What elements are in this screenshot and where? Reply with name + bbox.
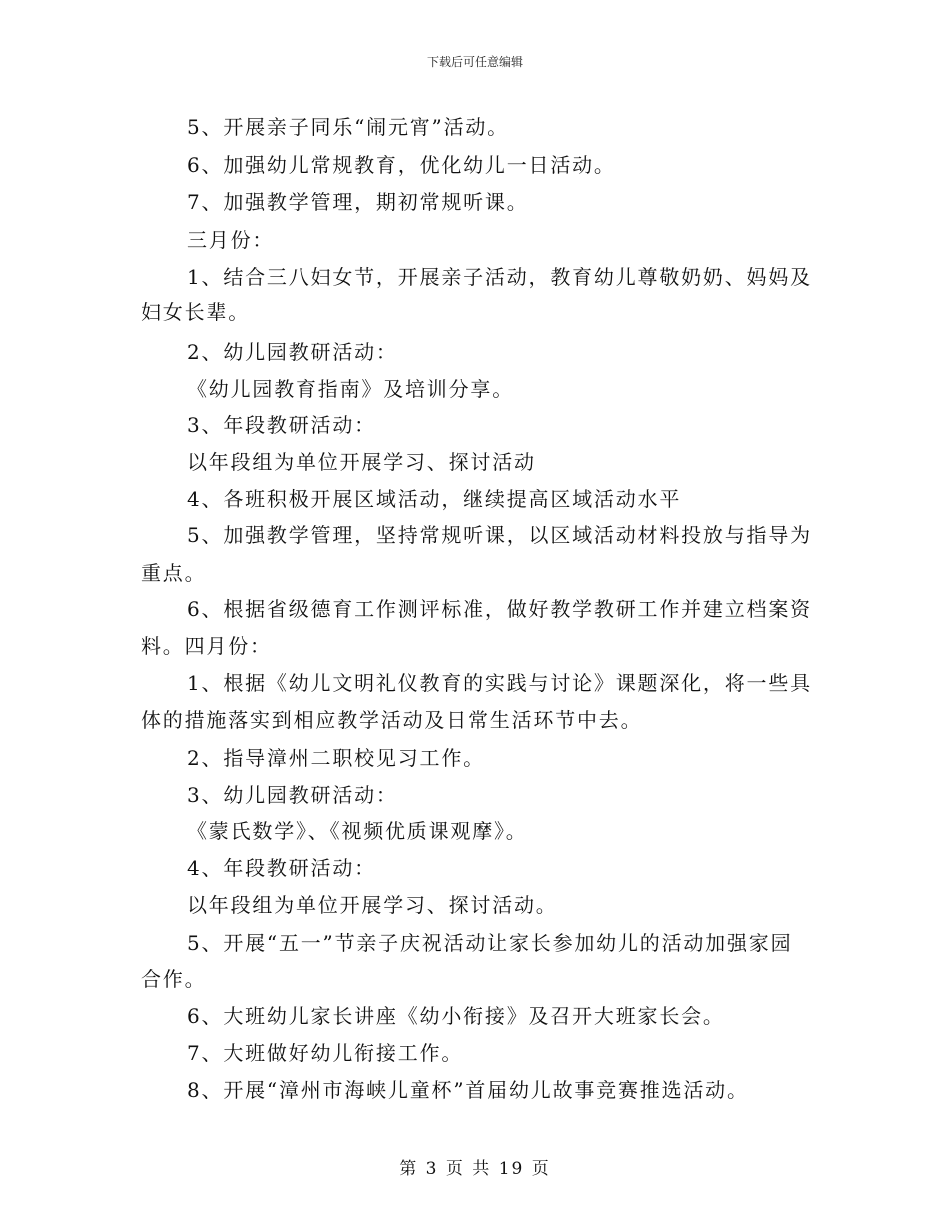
section-heading-march: 三月份： <box>187 228 275 252</box>
text-line: 6、大班幼儿家长讲座《幼小衔接》及召开大班家长会。 <box>187 1004 725 1028</box>
text-line: 《蒙氏数学》、《视频优质课观摩》。 <box>187 819 528 843</box>
text-line: 6、加强幼儿常规教育，优化幼儿一日活动。 <box>187 153 616 177</box>
text-line: 重点。 <box>141 561 207 585</box>
text-line: 1、根据《幼儿文明礼仪教育的实践与讨论》课题深化，将一些具 <box>187 671 812 695</box>
text-line: 3、年段教研活动： <box>187 413 376 437</box>
text-line: 1、结合三八妇女节，开展亲子活动，教育幼儿尊敬奶奶、妈妈及 <box>187 265 812 289</box>
text-line: 7、加强教学管理，期初常规听课。 <box>187 190 529 214</box>
page-header-note: 下载后可任意编辑 <box>426 55 523 69</box>
text-line: 2、幼儿园教研活动： <box>187 340 398 364</box>
text-line: 4、各班积极开展区域活动，继续提高区域活动水平 <box>187 487 682 511</box>
text-line: 5、加强教学管理，坚持常规听课，以区域活动材料投放与指导为 <box>187 523 812 547</box>
text-line: 体的措施落实到相应教学活动及日常生活环节中去。 <box>141 708 643 732</box>
text-line: 6、根据省级德育工作测评标准，做好教学教研工作并建立档案资 <box>187 597 812 621</box>
text-line: 8、开展“漳州市海峡儿童杯”首届幼儿故事竞赛推选活动。 <box>187 1078 749 1102</box>
text-line: 妇女长辈。 <box>141 300 250 324</box>
text-line: 5、开展“五一”节亲子庆祝活动让家长参加幼儿的活动加强家园 <box>187 931 793 955</box>
text-line: 合作。 <box>141 967 207 991</box>
page-number-footer: 第 3 页 共 19 页 <box>399 1159 551 1179</box>
text-line: 以年段组为单位开展学习、探讨活动 <box>187 450 536 474</box>
text-line: 《幼儿园教育指南》及培训分享。 <box>187 377 514 401</box>
text-line: 料。四月份： <box>141 634 272 658</box>
text-line: 5、开展亲子同乐“闹元宵”活动。 <box>187 115 509 139</box>
text-line: 以年段组为单位开展学习、探讨活动。 <box>187 893 558 917</box>
text-line: 4、年段教研活动： <box>187 856 376 880</box>
text-line: 3、幼儿园教研活动： <box>187 783 398 807</box>
text-line: 7、大班做好幼儿衔接工作。 <box>187 1041 464 1065</box>
text-line: 2、指导漳州二职校见习工作。 <box>187 746 485 770</box>
